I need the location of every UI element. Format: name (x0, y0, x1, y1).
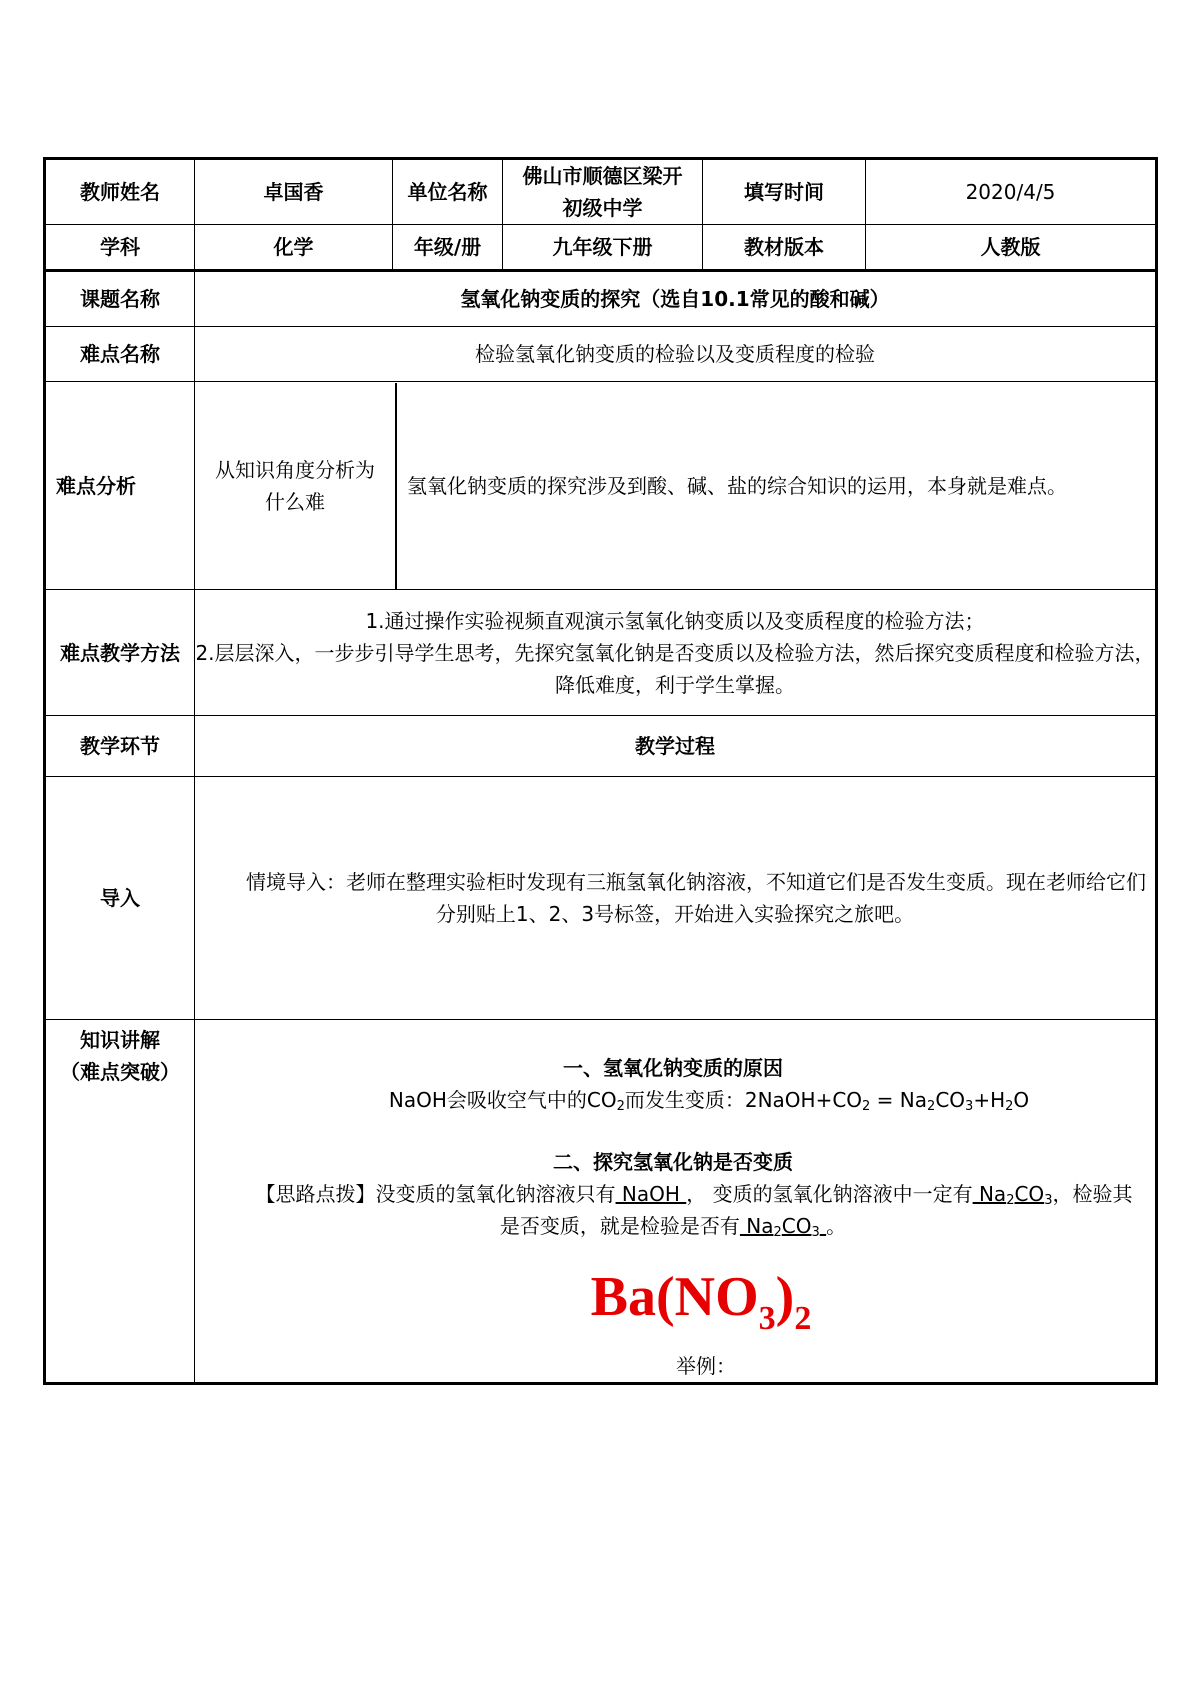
header-row-2 (45, 225, 1157, 271)
method-content (195, 590, 1157, 716)
tip-blank-1: NaOH (615, 1182, 687, 1206)
intro-text: 情境导入：老师在整理实验柜时发现有三瓶氢氧化钠溶液，不知道它们是否发生变质。现在老师给它们分别贴上1、2、3号标签，开始进入实验探究之旅吧。 (246, 870, 1146, 926)
knowledge-label-line1: 知识讲解 (80, 1028, 160, 1052)
analysis-angle-line1: 从知识角度分析为 (215, 457, 375, 482)
topic-row (45, 271, 1157, 327)
knowledge-label-line2: （难点突破） (60, 1060, 180, 1084)
textbook-value: 人教版 (866, 225, 1157, 271)
intro-label: 导入 (45, 777, 195, 1020)
process-label: 教学环节 (45, 716, 195, 777)
intro-row (45, 777, 1157, 1020)
subject-value: 化学 (195, 225, 393, 271)
textbook-label: 教材版本 (703, 225, 866, 271)
lesson-plan-sheet (43, 157, 1155, 1385)
unit-value-line2: 初级中学 (562, 196, 643, 220)
section1-title: 一、氢氧化钠变质的原因 (563, 1056, 783, 1080)
teacher-label: 教师姓名 (45, 159, 195, 225)
knowledge-row (45, 1020, 1157, 1384)
date-label: 填写时间 (703, 159, 866, 225)
intro-content (195, 777, 1157, 1020)
method-line1: 1.通过操作实验视频直观演示氢氧化钠变质以及变质程度的检验方法； (365, 608, 985, 633)
example-label: 举例： (676, 1354, 736, 1378)
process-header-row (45, 716, 1157, 777)
unit-value-line1: 佛山市顺德区梁开 (522, 164, 683, 188)
tip-paragraph: 【思路点拨】没变质的氢氧化钠溶液只有 NaOH ， 变质的氢氧化钠溶液中一定有 $Na_2CO_3$，检验其是否变质，就是检验是否有 $Na_2CO_3$ 。 (255, 1182, 1133, 1240)
unit-label: 单位名称 (393, 159, 503, 225)
difficulty-row (45, 327, 1157, 382)
method-label: 难点教学方法 (45, 590, 195, 716)
subject-label: 学科 (45, 225, 195, 271)
analysis-angle (195, 383, 396, 589)
grade-label: 年级/册 (393, 225, 503, 271)
section2-title: 二、探究氢氧化钠是否变质 (553, 1150, 793, 1174)
method-line2: 2.层层深入，一步步引导学生思考，先探究氢氧化钠是否变质以及检验方法，然后探究变质程度和检验方法，降低难度，利于学生掌握。 (195, 640, 1155, 697)
section1-text: NaOH会吸收空气中的$CO_2$而发生变质：$2NaOH+CO_2 = Na_2CO_3+H_2O$ (388, 1088, 1030, 1114)
analysis-label: 难点分析 (45, 382, 195, 590)
topic-label: 课题名称 (45, 271, 195, 327)
tip-blank-2: $Na_2CO_3$ (972, 1182, 1053, 1208)
header-row-1 (45, 159, 1157, 225)
tip-blank-3: $Na_2CO_3$ (739, 1214, 820, 1240)
grade-value: 九年级下册 (503, 225, 703, 271)
difficulty-value: 检验氢氧化钠变质的检验以及变质程度的检验 (195, 327, 1157, 382)
date-value: 2020/4/5 (866, 159, 1157, 225)
analysis-row (45, 382, 1157, 590)
process-value: 教学过程 (195, 716, 1157, 777)
barium-nitrate-formula: $Ba(NO_3)_2$ (590, 1266, 812, 1337)
analysis-cell (195, 382, 1157, 590)
analysis-content: 氢氧化钠变质的探究涉及到酸、碱、盐的综合知识的运用，本身就是难点。 (407, 473, 1067, 498)
knowledge-label (45, 1020, 195, 1384)
unit-value (503, 159, 703, 225)
topic-value: 氢氧化钠变质的探究（选自10.1常见的酸和碱） (195, 271, 1157, 327)
knowledge-content (195, 1020, 1157, 1384)
teacher-value: 卓国香 (195, 159, 393, 225)
lesson-plan-table (43, 157, 1158, 1385)
difficulty-label: 难点名称 (45, 327, 195, 382)
method-row (45, 590, 1157, 716)
analysis-angle-line2: 什么难 (265, 489, 325, 514)
analysis-inner-table (195, 383, 1155, 589)
